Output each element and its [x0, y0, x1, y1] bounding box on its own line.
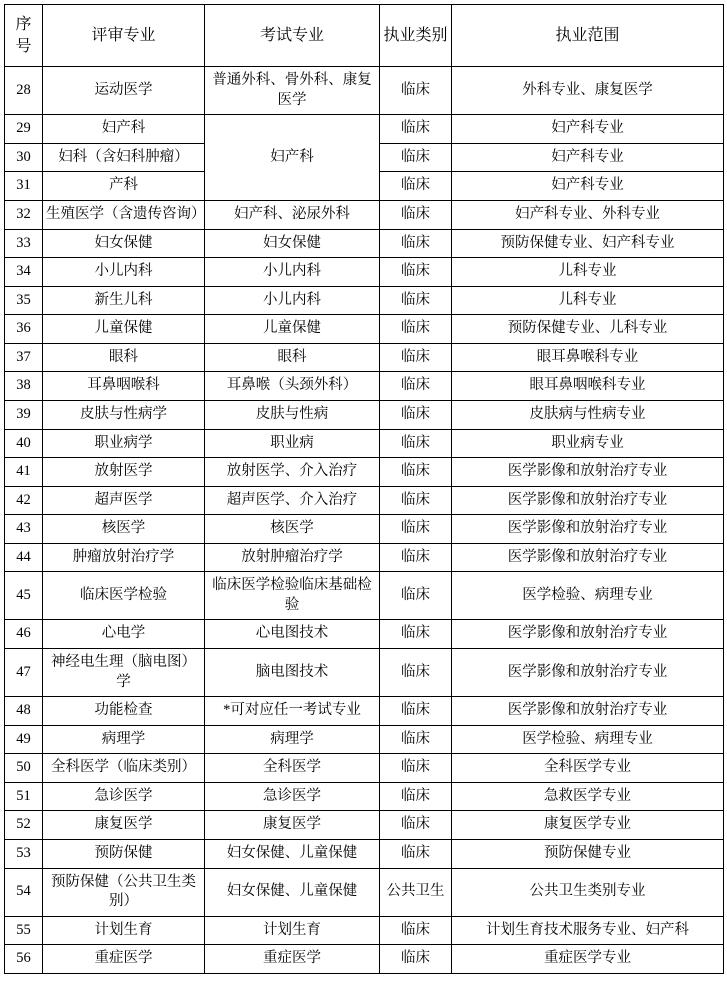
cell-seq: 46: [5, 620, 43, 649]
table-row: [5, 649, 724, 697]
cell-seq: 53: [5, 839, 43, 868]
cell-practice-category: 临床: [380, 572, 452, 620]
cell-practice-category: 临床: [380, 372, 452, 401]
table-row: [5, 945, 724, 974]
table-row: [5, 315, 724, 344]
cell-review-specialty: 急诊医学: [43, 782, 205, 811]
table-row: [5, 429, 724, 458]
cell-review-specialty: 产科: [43, 172, 205, 201]
cell-review-specialty: 预防保健: [43, 839, 205, 868]
cell-review-specialty: 妇科（含妇科肿瘤）: [43, 143, 205, 172]
cell-review-specialty: 运动医学: [43, 67, 205, 115]
cell-practice-scope: 职业病专业: [452, 429, 724, 458]
column-header-practice-scope: 执业范围: [452, 5, 724, 67]
cell-exam-specialty: *可对应任一考试专业: [205, 697, 380, 726]
cell-practice-scope: 妇产科专业、外科专业: [452, 201, 724, 230]
table-row: [5, 725, 724, 754]
cell-exam-specialty: 全科医学: [205, 754, 380, 783]
cell-seq: 36: [5, 315, 43, 344]
cell-practice-scope: 医学影像和放射治疗专业: [452, 458, 724, 487]
cell-seq: 55: [5, 916, 43, 945]
cell-exam-specialty: 放射肿瘤治疗学: [205, 543, 380, 572]
cell-seq: 47: [5, 649, 43, 697]
cell-practice-category: 临床: [380, 458, 452, 487]
cell-review-specialty: 生殖医学（含遗传咨询）: [43, 201, 205, 230]
table-row: [5, 572, 724, 620]
cell-seq: 42: [5, 486, 43, 515]
cell-review-specialty: 耳鼻咽喉科: [43, 372, 205, 401]
cell-practice-category: 临床: [380, 725, 452, 754]
cell-practice-category: 临床: [380, 229, 452, 258]
table-row: [5, 543, 724, 572]
cell-review-specialty: 全科医学（临床类别）: [43, 754, 205, 783]
cell-exam-specialty: 计划生育: [205, 916, 380, 945]
cell-practice-scope: 外科专业、康复医学: [452, 67, 724, 115]
cell-seq: 29: [5, 115, 43, 144]
table-row: [5, 697, 724, 726]
cell-review-specialty: 重症医学: [43, 945, 205, 974]
table-row: [5, 515, 724, 544]
table-row: [5, 868, 724, 916]
column-header-seq: 序号: [5, 5, 43, 67]
cell-seq: 32: [5, 201, 43, 230]
cell-practice-category: 临床: [380, 620, 452, 649]
cell-seq: 28: [5, 67, 43, 115]
table-row: [5, 115, 724, 144]
cell-practice-category: 临床: [380, 258, 452, 287]
table-header: [5, 5, 724, 67]
cell-practice-scope: 皮肤病与性病专业: [452, 400, 724, 429]
table-row: [5, 811, 724, 840]
table-row: [5, 400, 724, 429]
cell-seq: 52: [5, 811, 43, 840]
cell-seq: 48: [5, 697, 43, 726]
cell-practice-scope: 预防保健专业、妇产科专业: [452, 229, 724, 258]
cell-seq: 41: [5, 458, 43, 487]
cell-practice-scope: 医学影像和放射治疗专业: [452, 649, 724, 697]
cell-practice-scope: 预防保健专业、儿科专业: [452, 315, 724, 344]
cell-review-specialty: 肿瘤放射治疗学: [43, 543, 205, 572]
cell-seq: 35: [5, 286, 43, 315]
cell-exam-specialty: 小儿内科: [205, 258, 380, 287]
cell-practice-category: 临床: [380, 839, 452, 868]
cell-practice-category: 临床: [380, 115, 452, 144]
cell-exam-specialty: 核医学: [205, 515, 380, 544]
cell-review-specialty: 计划生育: [43, 916, 205, 945]
cell-review-specialty: 临床医学检验: [43, 572, 205, 620]
column-header-review-specialty: 评审专业: [43, 5, 205, 67]
cell-practice-category: 临床: [380, 543, 452, 572]
cell-review-specialty: 皮肤与性病学: [43, 400, 205, 429]
cell-exam-specialty: 急诊医学: [205, 782, 380, 811]
table-row: [5, 486, 724, 515]
cell-exam-specialty: 皮肤与性病: [205, 400, 380, 429]
cell-practice-scope: 儿科专业: [452, 258, 724, 287]
cell-seq: 37: [5, 343, 43, 372]
cell-seq: 45: [5, 572, 43, 620]
cell-exam-specialty: 脑电图技术: [205, 649, 380, 697]
table-row: [5, 343, 724, 372]
cell-exam-specialty: 普通外科、骨外科、康复医学: [205, 67, 380, 115]
cell-seq: 40: [5, 429, 43, 458]
cell-practice-category: 临床: [380, 486, 452, 515]
cell-practice-category: 临床: [380, 916, 452, 945]
cell-exam-specialty: 妇女保健、儿童保健: [205, 839, 380, 868]
cell-seq: 43: [5, 515, 43, 544]
cell-seq: 34: [5, 258, 43, 287]
cell-practice-category: 临床: [380, 782, 452, 811]
cell-exam-specialty: 超声医学、介入治疗: [205, 486, 380, 515]
cell-exam-specialty: 职业病: [205, 429, 380, 458]
cell-seq: 31: [5, 172, 43, 201]
cell-review-specialty: 儿童保健: [43, 315, 205, 344]
cell-practice-scope: 医学检验、病理专业: [452, 572, 724, 620]
cell-exam-specialty: 临床医学检验临床基础检验: [205, 572, 380, 620]
cell-exam-specialty: 放射医学、介入治疗: [205, 458, 380, 487]
cell-review-specialty: 小儿内科: [43, 258, 205, 287]
table-row: [5, 258, 724, 287]
table-row: [5, 372, 724, 401]
cell-review-specialty: 心电学: [43, 620, 205, 649]
cell-practice-scope: 医学影像和放射治疗专业: [452, 486, 724, 515]
cell-practice-scope: 公共卫生类别专业: [452, 868, 724, 916]
cell-review-specialty: 妇产科: [43, 115, 205, 144]
cell-practice-scope: 儿科专业: [452, 286, 724, 315]
cell-exam-specialty: 妇女保健: [205, 229, 380, 258]
table-row: [5, 754, 724, 783]
cell-seq: 33: [5, 229, 43, 258]
column-header-practice-category: 执业类别: [380, 5, 452, 67]
table-row: [5, 458, 724, 487]
cell-practice-scope: 医学影像和放射治疗专业: [452, 620, 724, 649]
cell-review-specialty: 病理学: [43, 725, 205, 754]
cell-review-specialty: 预防保健（公共卫生类别）: [43, 868, 205, 916]
table-row: [5, 620, 724, 649]
table-row: [5, 201, 724, 230]
cell-practice-category: 临床: [380, 286, 452, 315]
cell-seq: 50: [5, 754, 43, 783]
cell-practice-scope: 妇产科专业: [452, 172, 724, 201]
cell-review-specialty: 放射医学: [43, 458, 205, 487]
cell-exam-specialty: 眼科: [205, 343, 380, 372]
cell-practice-category: 临床: [380, 400, 452, 429]
table-body: [5, 67, 724, 974]
cell-seq: 39: [5, 400, 43, 429]
cell-exam-specialty: 耳鼻喉（头颈外科）: [205, 372, 380, 401]
specialty-mapping-table: [4, 4, 724, 974]
header-row: [5, 5, 724, 67]
cell-practice-scope: 全科医学专业: [452, 754, 724, 783]
table-row: [5, 286, 724, 315]
cell-review-specialty: 功能检查: [43, 697, 205, 726]
cell-review-specialty: 核医学: [43, 515, 205, 544]
cell-practice-scope: 妇产科专业: [452, 143, 724, 172]
cell-review-specialty: 神经电生理（脑电图）学: [43, 649, 205, 697]
cell-practice-category: 临床: [380, 945, 452, 974]
cell-seq: 54: [5, 868, 43, 916]
cell-review-specialty: 新生儿科: [43, 286, 205, 315]
cell-practice-scope: 眼耳鼻咽喉科专业: [452, 372, 724, 401]
cell-exam-specialty: 心电图技术: [205, 620, 380, 649]
cell-seq: 51: [5, 782, 43, 811]
cell-review-specialty: 职业病学: [43, 429, 205, 458]
cell-practice-scope: 医学影像和放射治疗专业: [452, 515, 724, 544]
cell-practice-scope: 医学检验、病理专业: [452, 725, 724, 754]
cell-exam-specialty: 重症医学: [205, 945, 380, 974]
cell-seq: 44: [5, 543, 43, 572]
cell-practice-category: 临床: [380, 201, 452, 230]
cell-exam-specialty: 妇女保健、儿童保健: [205, 868, 380, 916]
table-row: [5, 229, 724, 258]
cell-practice-category: 临床: [380, 515, 452, 544]
table-row: [5, 67, 724, 115]
cell-practice-scope: 医学影像和放射治疗专业: [452, 543, 724, 572]
cell-exam-specialty: 儿童保健: [205, 315, 380, 344]
cell-practice-category: 公共卫生: [380, 868, 452, 916]
cell-practice-scope: 妇产科专业: [452, 115, 724, 144]
cell-seq: 49: [5, 725, 43, 754]
cell-practice-category: 临床: [380, 143, 452, 172]
cell-practice-category: 临床: [380, 429, 452, 458]
cell-seq: 56: [5, 945, 43, 974]
cell-practice-scope: 重症医学专业: [452, 945, 724, 974]
table-row: [5, 839, 724, 868]
cell-exam-specialty: 小儿内科: [205, 286, 380, 315]
cell-exam-specialty: 妇产科: [205, 115, 380, 201]
cell-practice-scope: 眼耳鼻喉科专业: [452, 343, 724, 372]
cell-practice-category: 临床: [380, 172, 452, 201]
cell-review-specialty: 康复医学: [43, 811, 205, 840]
cell-practice-category: 临床: [380, 315, 452, 344]
cell-practice-category: 临床: [380, 697, 452, 726]
cell-practice-scope: 医学影像和放射治疗专业: [452, 697, 724, 726]
cell-practice-category: 临床: [380, 811, 452, 840]
cell-practice-category: 临床: [380, 67, 452, 115]
cell-practice-scope: 康复医学专业: [452, 811, 724, 840]
table-row: [5, 782, 724, 811]
cell-exam-specialty: 病理学: [205, 725, 380, 754]
cell-practice-category: 临床: [380, 343, 452, 372]
column-header-exam-specialty: 考试专业: [205, 5, 380, 67]
cell-practice-category: 临床: [380, 754, 452, 783]
cell-exam-specialty: 妇产科、泌尿外科: [205, 201, 380, 230]
cell-practice-scope: 计划生育技术服务专业、妇产科: [452, 916, 724, 945]
cell-review-specialty: 眼科: [43, 343, 205, 372]
table-row: [5, 916, 724, 945]
cell-practice-scope: 急救医学专业: [452, 782, 724, 811]
cell-seq: 30: [5, 143, 43, 172]
cell-practice-scope: 预防保健专业: [452, 839, 724, 868]
cell-seq: 38: [5, 372, 43, 401]
cell-review-specialty: 妇女保健: [43, 229, 205, 258]
cell-practice-category: 临床: [380, 649, 452, 697]
cell-review-specialty: 超声医学: [43, 486, 205, 515]
cell-exam-specialty: 康复医学: [205, 811, 380, 840]
